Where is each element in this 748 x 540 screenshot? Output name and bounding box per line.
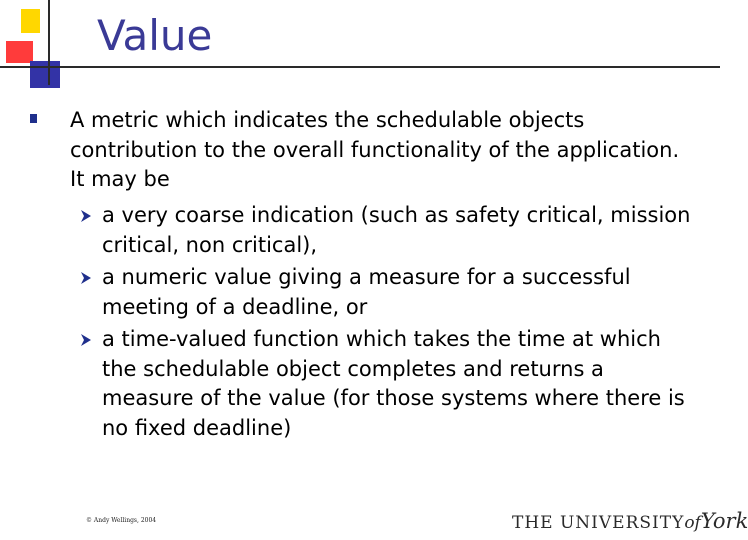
logo-of-text: of: [684, 513, 701, 533]
sub-bullet-item: a very coarse indication (such as safety critical, mission critical, non critical),: [102, 203, 691, 257]
arrow-bullet-icon: [80, 271, 94, 285]
logo-university-text: THE UNIVERSITY: [512, 513, 685, 533]
title-divider: [0, 66, 720, 68]
decorative-yellow-square: [21, 9, 40, 33]
sub-bullet-item: a numeric value giving a measure for a successful meeting of a deadline, or: [102, 265, 631, 319]
sub-bullet-item: a time-valued function which takes the time at which the schedulable object completes and returns a measure of the value (for those systems where there is no fixed deadline): [102, 327, 685, 440]
logo-york-text: York: [700, 509, 748, 533]
slide-title: Value: [97, 11, 213, 60]
arrow-bullet-icon: [80, 209, 94, 223]
decorative-red-square: [6, 41, 33, 63]
arrow-bullet-icon: [80, 333, 94, 347]
vertical-divider: [48, 0, 50, 85]
main-bullet-text: A metric which indicates the schedulable objects contribution to the overall functionality of the application. It may be: [70, 108, 680, 192]
square-bullet-icon: [30, 114, 37, 123]
copyright-footer: © Andy Wellings, 2004: [86, 517, 157, 524]
university-logo: [512, 508, 748, 536]
